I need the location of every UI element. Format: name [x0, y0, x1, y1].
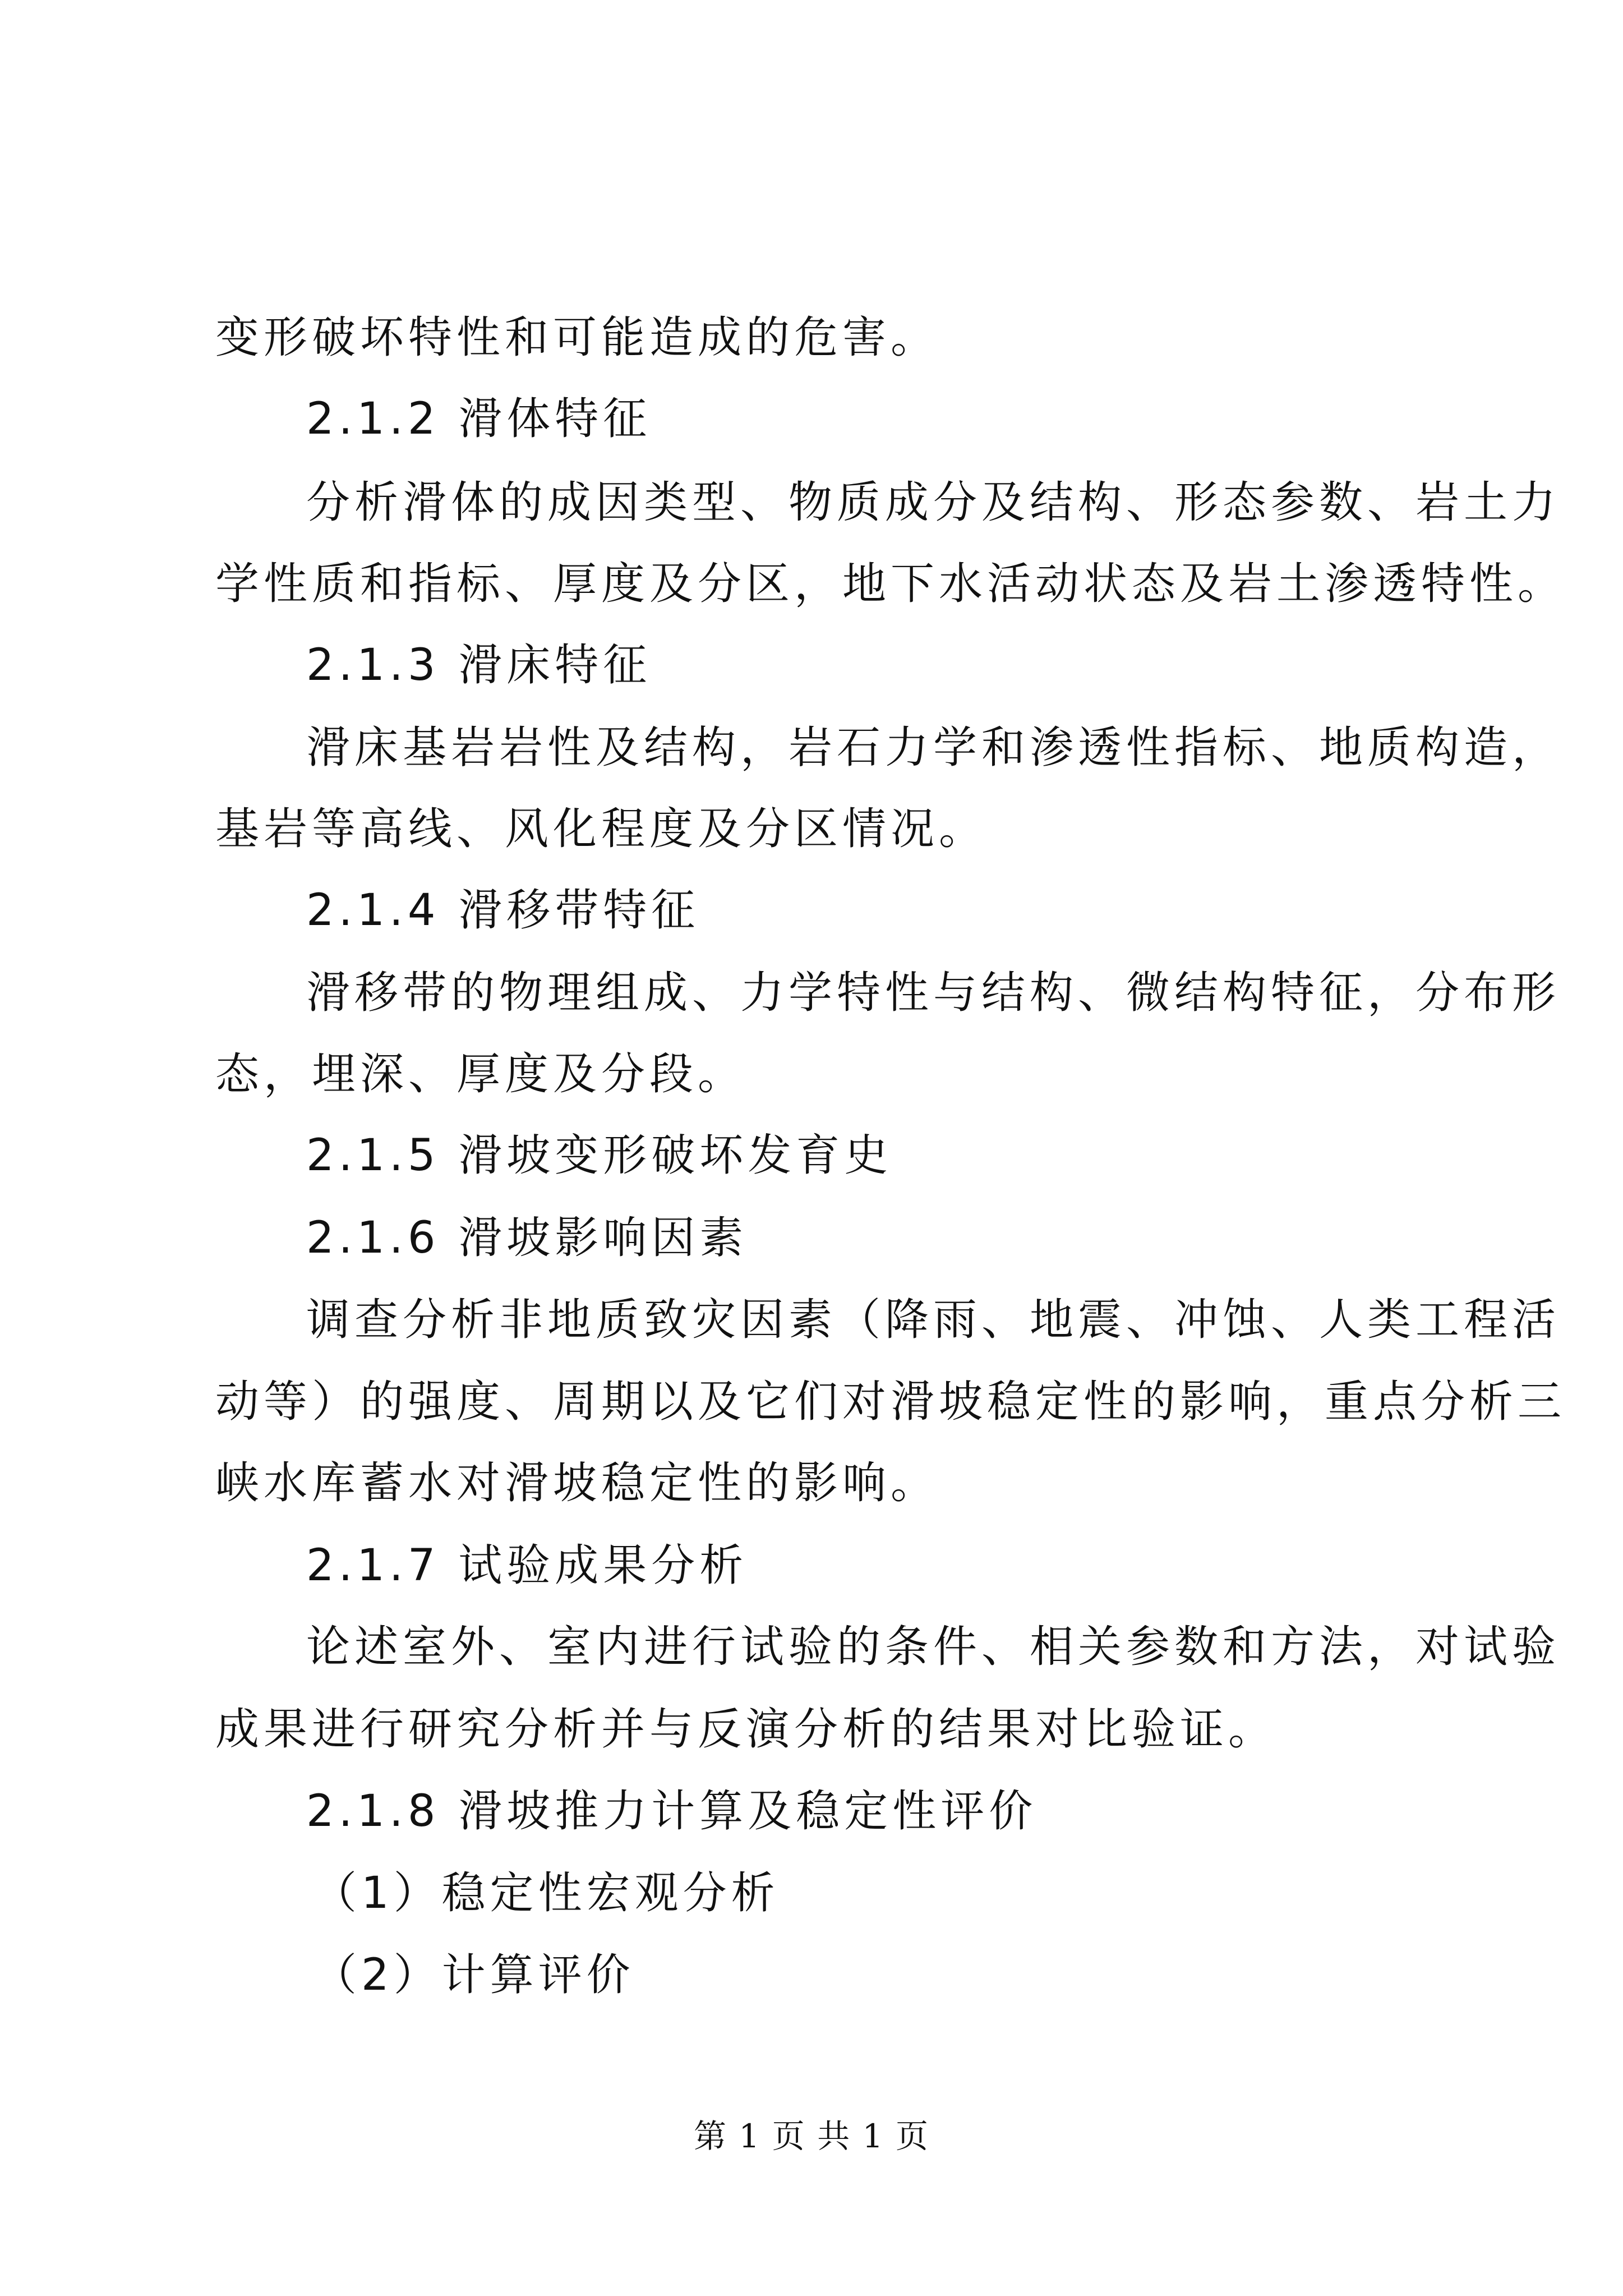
section-heading: 2.1.8 滑坡推力计算及稳定性评价 [306, 1786, 1038, 1837]
body-text-line: 分析滑体的成因类型、物质成分及结构、形态参数、岩土力 [306, 477, 1561, 528]
body-text-line: 峡水库蓄水对滑坡稳定性的影响。 [215, 1458, 939, 1508]
body-text-line: 论述室外、室内进行试验的条件、相关参数和方法，对试验 [306, 1622, 1561, 1672]
page-footer: 第 1 页 共 1 页 [694, 2117, 929, 2155]
list-item: （1）稳定性宏观分析 [313, 1868, 780, 1918]
body-text-line: 学性质和指标、厚度及分区，地下水活动状态及岩土渗透特性。 [215, 559, 1566, 609]
section-heading: 2.1.2 滑体特征 [306, 394, 652, 444]
section-heading: 2.1.5 滑坡变形破坏发育史 [306, 1130, 893, 1181]
section-heading: 2.1.7 试验成果分析 [306, 1540, 748, 1591]
body-text-line: 调查分析非地质致灾因素（降雨、地震、冲蚀、人类工程活 [306, 1295, 1561, 1345]
section-heading: 2.1.4 滑移带特征 [306, 885, 700, 936]
section-heading: 2.1.6 滑坡影响因素 [306, 1213, 748, 1263]
body-text-line: 滑床基岩岩性及结构，岩石力学和渗透性指标、地质构造， [306, 723, 1561, 773]
section-heading: 2.1.3 滑床特征 [306, 640, 652, 691]
body-text-line: 动等）的强度、周期以及它们对滑坡稳定性的影响，重点分析三 [215, 1377, 1566, 1427]
body-text-line: 态，埋深、厚度及分段。 [215, 1049, 746, 1099]
body-text-line: 基岩等高线、风化程度及分区情况。 [215, 804, 988, 854]
list-item: （2）计算评价 [313, 1950, 635, 2000]
body-text-line: 变形破坏特性和可能造成的危害。 [215, 312, 939, 363]
body-text-line: 成果进行研究分析并与反演分析的结果对比验证。 [215, 1704, 1277, 1755]
body-text-line: 滑移带的物理组成、力学特性与结构、微结构特征，分布形 [306, 968, 1561, 1018]
